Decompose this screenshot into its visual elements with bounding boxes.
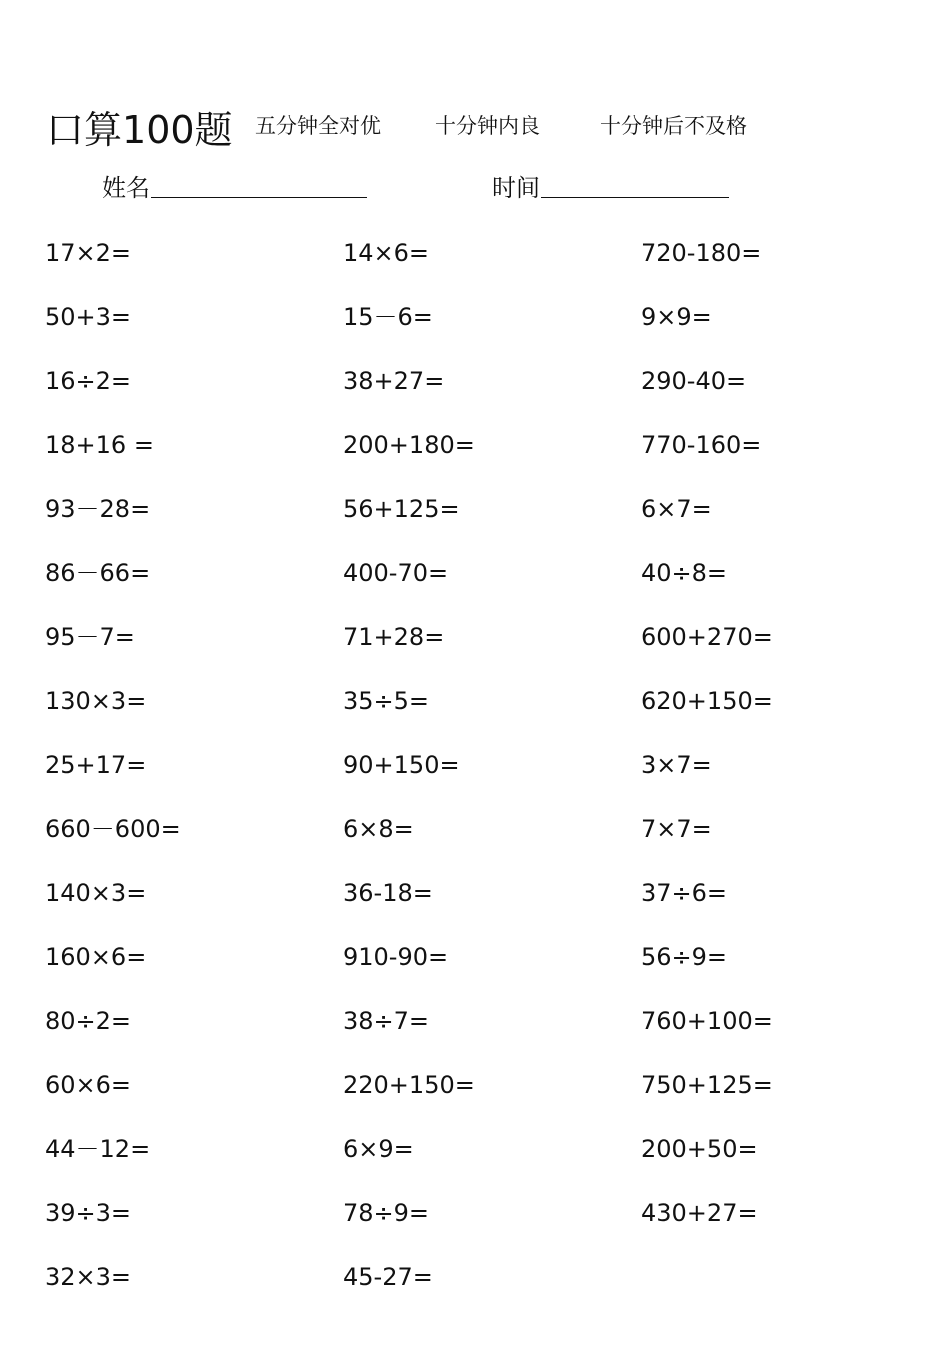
problem-item: 37÷6= bbox=[641, 879, 728, 907]
problem-item: 80÷2= bbox=[45, 1007, 132, 1035]
problem-item: 32×3= bbox=[45, 1263, 132, 1291]
problem-item: 60×6= bbox=[45, 1071, 132, 1099]
problem-item: 44－12= bbox=[45, 1135, 151, 1163]
problem-item: 130×3= bbox=[45, 687, 147, 715]
problem-item: 720-180= bbox=[641, 239, 762, 267]
problem-item: 71+28= bbox=[343, 623, 445, 651]
problem-item: 910-90= bbox=[343, 943, 449, 971]
problem-item: 400-70= bbox=[343, 559, 449, 587]
title-prefix: 口算 bbox=[46, 108, 123, 152]
problem-item: 35÷5= bbox=[343, 687, 430, 715]
grade-good: 十分钟内良 bbox=[435, 114, 540, 138]
problem-item: 56÷9= bbox=[641, 943, 728, 971]
problem-item: 620+150= bbox=[641, 687, 773, 715]
problem-item: 770-160= bbox=[641, 431, 762, 459]
problem-item: 660－600= bbox=[45, 815, 181, 843]
problem-item: 200+180= bbox=[343, 431, 475, 459]
grade-fail: 十分钟后不及格 bbox=[600, 114, 747, 138]
problem-item: 16÷2= bbox=[45, 367, 132, 395]
problem-item: 36-18= bbox=[343, 879, 433, 907]
problem-item: 78÷9= bbox=[343, 1199, 430, 1227]
problem-item: 600+270= bbox=[641, 623, 773, 651]
problem-item: 160×6= bbox=[45, 943, 147, 971]
problem-item: 14×6= bbox=[343, 239, 430, 267]
problem-item: 6×7= bbox=[641, 495, 712, 523]
problem-item: 45-27= bbox=[343, 1263, 433, 1291]
title-number: 100 bbox=[122, 108, 195, 152]
problem-item: 430+27= bbox=[641, 1199, 758, 1227]
problem-item: 38÷7= bbox=[343, 1007, 430, 1035]
problem-item: 93－28= bbox=[45, 495, 151, 523]
problem-item: 40÷8= bbox=[641, 559, 728, 587]
problem-item: 140×3= bbox=[45, 879, 147, 907]
time-label: 时间 bbox=[492, 174, 540, 202]
problem-item: 39÷3= bbox=[45, 1199, 132, 1227]
grade-excellent: 五分钟全对优 bbox=[255, 114, 381, 138]
problem-item: 200+50= bbox=[641, 1135, 758, 1163]
problem-item: 750+125= bbox=[641, 1071, 773, 1099]
problem-item: 17×2= bbox=[45, 239, 132, 267]
problem-item: 86－66= bbox=[45, 559, 151, 587]
problem-item: 760+100= bbox=[641, 1007, 773, 1035]
problem-item: 15－6= bbox=[343, 303, 433, 331]
name-label: 姓名 bbox=[102, 174, 150, 202]
problem-item: 6×9= bbox=[343, 1135, 414, 1163]
problem-item: 38+27= bbox=[343, 367, 445, 395]
problem-item: 3×7= bbox=[641, 751, 712, 779]
problem-item: 95－7= bbox=[45, 623, 135, 651]
title-suffix: 题 bbox=[194, 108, 233, 152]
problem-item: 290-40= bbox=[641, 367, 747, 395]
problem-item: 7×7= bbox=[641, 815, 712, 843]
problem-item: 25+17= bbox=[45, 751, 147, 779]
problem-item: 9×9= bbox=[641, 303, 712, 331]
problem-item: 90+150= bbox=[343, 751, 460, 779]
problem-item: 18+16 = bbox=[45, 431, 154, 459]
problem-item: 6×8= bbox=[343, 815, 414, 843]
problem-item: 220+150= bbox=[343, 1071, 475, 1099]
problem-item: 50+3= bbox=[45, 303, 132, 331]
problem-item: 56+125= bbox=[343, 495, 460, 523]
